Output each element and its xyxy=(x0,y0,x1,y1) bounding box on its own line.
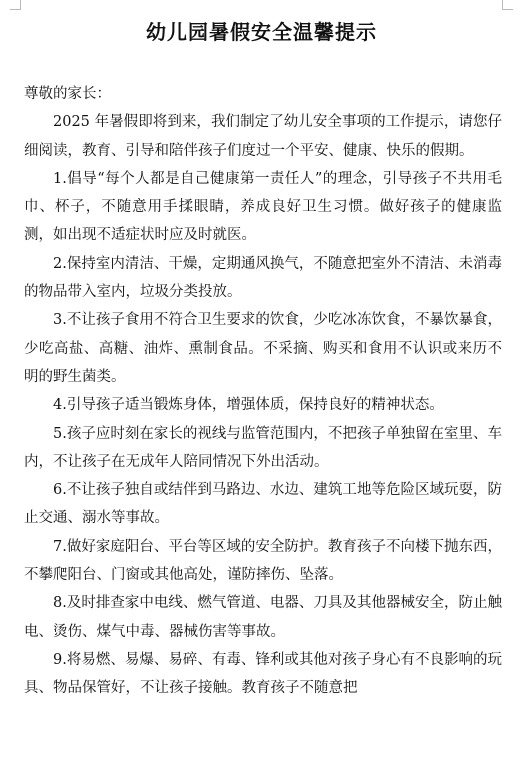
document-title: 幼儿园暑假安全温馨提示 xyxy=(146,20,377,44)
tip-item-3: 3.不让孩子食用不符合卫生要求的饮食，少吃冰冻饮食，不暴饮暴食，少吃高盐、高糖、油炸、熏制食品。不采摘、购买和食用不认识或来历不明的野生菌类。 xyxy=(24,312,502,385)
document-body xyxy=(24,80,502,703)
margin-corner-mark-left xyxy=(10,0,21,10)
intro-paragraph: 2025 年暑假即将到来，我们制定了幼儿安全事项的工作提示，请您仔细阅读，教育、引导和陪伴孩子们度过一个平安、健康、快乐的假期。 xyxy=(24,114,502,159)
tip-item-4: 4.引导孩子适当锻炼身体，增强体质，保持良好的精神状态。 xyxy=(53,397,444,414)
tip-item-5: 5.孩子应时刻在家长的视线与监管范围内，不把孩子单独留在室里、车内，不让孩子在无成年人陪同情况下外出活动。 xyxy=(24,425,502,470)
tip-item-6: 6.不让孩子独自或结伴到马路边、水边、建筑工地等危险区域玩耍，防止交通、溺水等事故。 xyxy=(24,482,502,527)
tip-item-8: 8.及时排查家中电线、燃气管道、电器、刀具及其他器械安全，防止触电、烫伤、煤气中毒、器械伤害等事故。 xyxy=(24,595,502,640)
margin-corner-mark-right xyxy=(502,0,513,10)
tip-item-2: 2.保持室内清洁、干燥，定期通风换气，不随意把室外不清洁、未消毒的物品带入室内，垃圾分类投放。 xyxy=(24,255,502,301)
tip-item-7: 7.做好家庭阳台、平台等区域的安全防护。教育孩子不向楼下抛东西，不攀爬阳台、门窗或其他高处，谨防摔伤、坠落。 xyxy=(24,538,502,584)
tip-item-9: 9.将易燃、易爆、易碎、有毒、锋利或其他对孩子身心有不良影响的玩具、物品保管好，不让孩子接触。教育孩子不随意把 xyxy=(24,651,502,697)
tip-item-1: 1.倡导“每个人都是自己健康第一责任人”的理念，引导孩子不共用毛巾、杯子，不随意用手揉眼睛，养成良好卫生习惯。做好孩子的健康监测，如出现不适症状时应及时就医。 xyxy=(24,170,502,244)
greeting: 尊敬的家长： xyxy=(24,86,111,102)
